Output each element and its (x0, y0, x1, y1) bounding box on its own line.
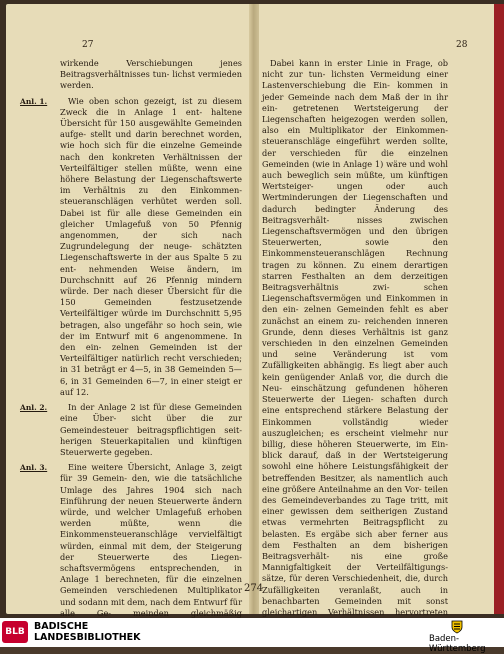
bw-label: Baden-Württemberg (429, 634, 486, 654)
left-column (20, 58, 242, 618)
book-gutter (249, 4, 259, 614)
paragraph: Anl. 2. In der Anlage 2 ist für diese Gemeinden eine Über- sicht über die zur Gemeindesteuer beitragspflichtigen seit- herigen Steuerkapitalien und künftigen Steuerwerte gegeben. (20, 402, 242, 457)
paragraph: Anl. 1. Wie oben schon gezeigt, ist zu diesem Zweck die in Anlage 1 ent- haltene Übersicht für 150 ausgewählte Gemeinden aufge- stellt und darin berechnet worden, wie hoch sich für die einzelne Gemeinde nach den konkreten Verhältnissen der Verteilfältiger stellen müßte, wenn eine höhere Belastung der Liegenschaftswerte im Verhältnis zu den Einkommen- steueranschlägen verhütet werden soll. Dabei ist für alle diese Gemeinden ein gleicher Umlagefuß von 50 Pfennig angenommen, der sich nach Zugrundelegung der neuge- schätzten Liegenschaftswerte in der aus Spalte 5 zu ent- nehmenden Weise ändern, im Durchschnitt auf 26 Pfennig mindern würde. Der nach dieser Übersicht für die 150 Gemeinden festzusetzende Verteilfältiger würde im Durchschnitt 5,95 betragen, also ungefähr so hoch sein, wie der im Entwurf mit 6 angenommene. In den ein- zelnen Gemeinden ist der Verteilfältiger natürlich recht verschieden; in 31 beträgt er 4—5, in 38 Gemeinden 5—6, in 31 Gemeinden 6—7, in einer steigt er auf 12. (20, 95, 242, 397)
blb-logo: BLB (2, 621, 28, 643)
margin-note: Anl. 3. (20, 463, 48, 473)
margin-note: Anl. 1. (20, 96, 48, 106)
page-edge (494, 4, 504, 614)
footer-page-number: 274 (244, 583, 264, 594)
paragraph: Dabei kann in erster Linie in Frage, ob nicht zur tun- lichsten Vermeidung einer Lastenverschiebung die Ein- kommen in jeder Gemeinde nach dem Maß der in ihr ein- getretenen Wertsteigerung der Liegenschaften heigezogen werden sollen, also ein Multiplikator der Einkommen- steueranschläge eingeführt werden sollte, der verschieden für die einzelnen Gemeinden (wie in Anlage 1) wäre und wohl auch beweglich sein müßte, um künftigen Wertsteiger- ungen oder auch Wertminderungen der Liegenschaften und dadurch bedingter Änderung des Beitragsverhält- nisses zwischen Liegenschaftsvermögen und den übrigen Steuerwerten, sowie den Einkommensteueranschlägen Rechnung tragen zu können. Zu einem derartigen starren Festhalten an dem derzeitigen Beitragsverhältnis zwi- schen Liegenschaftsvermögen und Einkommen in den ein- zelnen Gemeinden fehlt es aber zunächst an einem zu- reichenden inneren Grunde, denn dieses Verhältnis ist ganz verschieden in den einzelnen Gemeinden und seine Veränderung ist vom Zufälligkeiten abhängig. Es liegt aber auch kein genügender Anlaß vor, die durch die Neu- einschätzung gefundenen höheren Steuerwerte der Liegen- schaften durch eine entsprechend stärkere Belastung der Einkommen vollständig wieder auszugleichen; es erscheint vielmehr nur billig, diese höheren Steuerwerte, im Ein- blick darauf, daß in der Wertsteigerung sowohl eine höhere Leistungsfähigkeit der betreffenden Besitzer, als namentlich auch eine größere Anteilnahme an den Vor- teilen des Gemeindeverbandes zu Tage tritt, mit einer gewissen dem seitherigen Zustand etwas vermehrten Beitragspflicht zu belasten. Es ergäbe sich aber ferner aus dem Festhalten an dem bisherigen Beitragsverhält- nis eine große Mannigfaltigkeit der Verteilfältigungs- sätze, für deren Verschiedenheit, die, durch Zufälligkeiten veranlaßt, auch in benachbarten Gemeinden mit sonst gleichartigen Verhältnissen hervortreten (262, 58, 448, 617)
blb-name: BADISCHE LANDESBIBLIOTHEK (34, 621, 141, 643)
paragraph: wirkende Verschiebungen jenes Beitragsverhältnisses tun- lichst vermieden werden. (60, 58, 242, 91)
left-page-number: 27 (82, 40, 94, 50)
paragraph: Anl. 3. Eine weitere Übersicht, Anlage 3, zeigt für 39 Gemein- den, wie die tatsächliche Umlage des Jahres 1904 sich nach Einführung der neuen Steuerwerte ändern würde, und welcher Umlagefuß erhoben werden müßte, wenn die Einkommensteueranschläge vervielfältigt würden, einmal mit dem, der Steigerung der Steuerwerte des Liegen- schaftsvermögens entsprechenden, in Anlage 1 berechneten, für die einzelnen Gemeinden verschiedenen Multiplikator und sodann mit dem, nach dem Entwurf für alle Ge- meinden gleichmäßig (20, 462, 242, 618)
margin-note: Anl. 2. (20, 403, 48, 413)
coat-of-arms-icon (450, 620, 464, 634)
right-column (262, 58, 448, 618)
right-page-number: 28 (456, 40, 468, 50)
